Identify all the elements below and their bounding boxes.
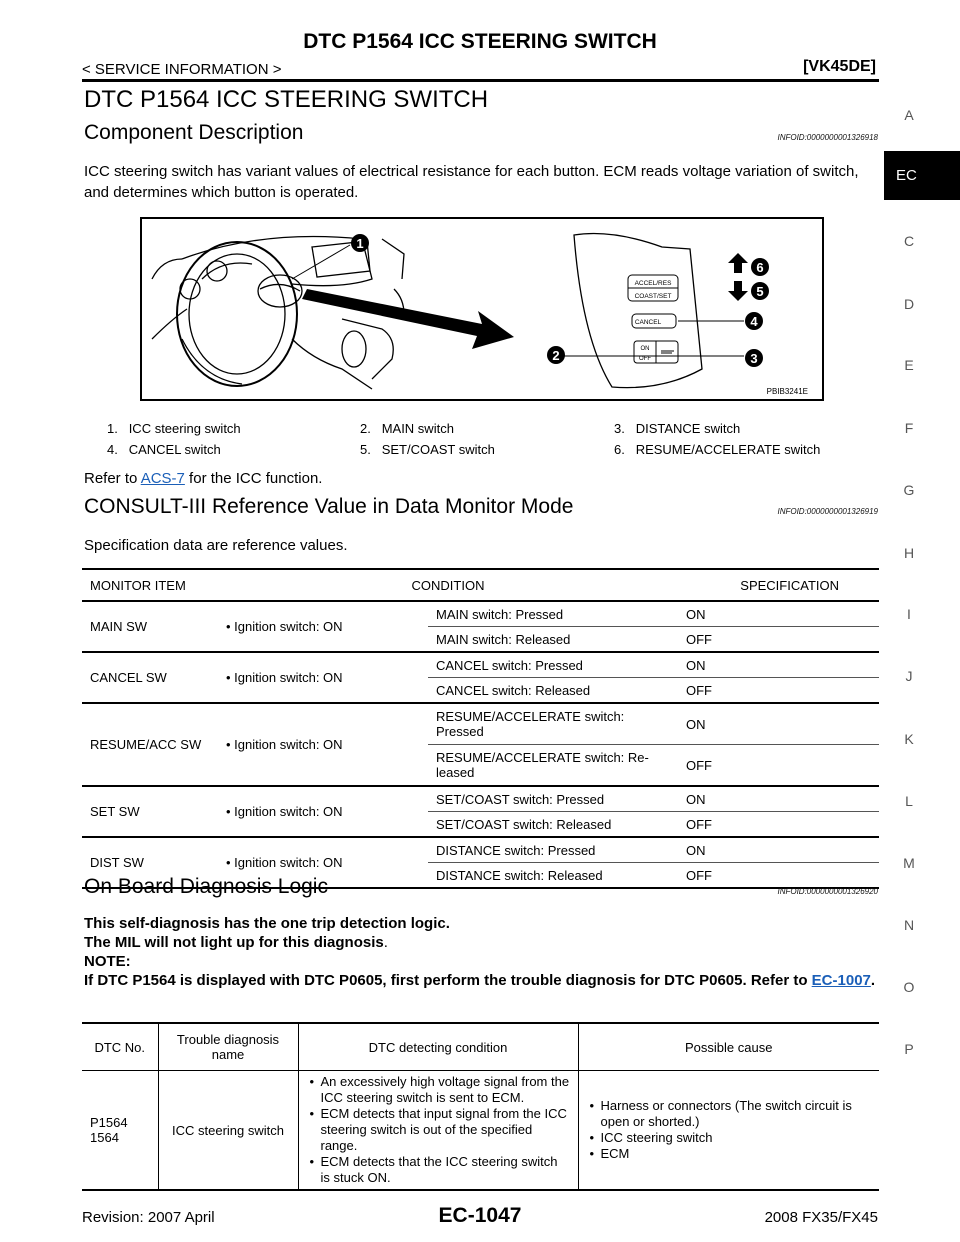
obd-note-label: NOTE: <box>84 953 131 970</box>
figure-code: PBIB3241E <box>766 387 808 396</box>
steering-switch-illustration <box>142 219 822 399</box>
consult-table <box>82 568 879 889</box>
legend-item-6: 6. RESUME/ACCELERATE switch <box>614 442 821 457</box>
consult-heading: CONSULT-III Reference Value in Data Monitor Mode <box>84 495 574 518</box>
legend-item-4: 4. CANCEL switch <box>107 442 221 457</box>
callout-6: 6 <box>756 260 764 275</box>
callout-5: 5 <box>756 284 764 299</box>
side-index-h[interactable]: H <box>903 545 915 561</box>
col-monitor-item: MONITOR ITEM <box>82 569 218 601</box>
side-index-o[interactable]: O <box>903 979 915 995</box>
header-engine: [VK45DE] <box>803 58 876 75</box>
callout-2: 2 <box>552 348 560 363</box>
legend-item-5: 5. SET/COAST switch <box>360 442 495 457</box>
table-row: SET SW • Ignition switch: ON SET/COAST switch: Pressed ON <box>82 786 879 812</box>
obd-infoid: INFOID:0000000001326920 <box>777 887 878 896</box>
callout-3: 3 <box>750 351 758 366</box>
table-row <box>82 1071 879 1191</box>
component-description-text: ICC steering switch has variant values of electrical resistance for each button. ECM reads voltage variation of switch, and determines which button is operated. <box>84 163 859 201</box>
callout-1: 1 <box>356 236 364 251</box>
coast-set-label: COAST/SET <box>634 293 672 300</box>
side-index-c[interactable]: C <box>903 233 915 249</box>
side-index-d[interactable]: D <box>903 296 915 312</box>
refer-line: Refer to ACS-7 for the ICC function. <box>84 470 323 487</box>
dtc-name: ICC steering switch <box>158 1071 298 1191</box>
table-row: MAIN switch: Released OFF <box>82 627 879 653</box>
accel-res-label: ACCEL/RES <box>634 280 672 287</box>
table-row: CANCEL SW • Ignition switch: ON CANCEL switch: Pressed ON <box>82 652 879 678</box>
cause-item: • ECM <box>601 1146 872 1162</box>
condition-item: • ECM detects that input signal from the ICC steering switch is out of the specified range. <box>321 1106 570 1154</box>
col-specification: SPECIFICATION <box>678 569 879 601</box>
table-row: RESUME/ACC SW • Ignition switch: ON RESUME/ACCELERATE switch: Pressed ON <box>82 703 879 745</box>
table-row: CANCEL switch: Released OFF <box>82 678 879 704</box>
header-rule <box>82 79 879 82</box>
condition-item: • ECM detects that the ICC steering switch is stuck ON. <box>321 1154 570 1186</box>
obd-line-2: The MIL will not light up for this diagnosis. <box>84 934 388 951</box>
side-index-i[interactable]: I <box>907 606 911 622</box>
col-possible-cause: Possible cause <box>578 1023 879 1071</box>
obd-note-text: If DTC P1564 is displayed with DTC P0605, first perform the trouble diagnosis for DTC P0605. Refer to EC-1007. <box>84 972 876 989</box>
table-row: DIST SW • Ignition switch: ON DISTANCE switch: Pressed ON <box>82 837 879 863</box>
legend-item-2: 2. MAIN switch <box>360 421 454 436</box>
dtc-table-header <box>82 1023 879 1071</box>
table-row: SET/COAST switch: Released OFF <box>82 812 879 838</box>
table-row: MAIN SW • Ignition switch: ON MAIN switch: Pressed ON <box>82 601 879 627</box>
component-description-heading: Component Description <box>84 121 304 144</box>
side-index-f[interactable]: F <box>904 420 914 436</box>
side-index-n[interactable]: N <box>903 917 915 933</box>
footer-model: 2008 FX35/FX45 <box>764 1209 878 1226</box>
obd-text-block <box>84 914 884 990</box>
callout-4: 4 <box>750 314 758 329</box>
footer-revision: Revision: 2007 April <box>82 1209 215 1226</box>
side-index-a[interactable]: A <box>904 107 914 123</box>
col-dtc-no: DTC No. <box>82 1023 158 1071</box>
dtc-conditions <box>298 1071 578 1191</box>
obd-heading: On Board Diagnosis Logic <box>84 875 328 898</box>
obd-line-1: This self-diagnosis has the one trip detection logic. <box>84 915 450 932</box>
side-index-l[interactable]: L <box>905 793 913 809</box>
consult-infoid: INFOID:0000000001326919 <box>777 507 878 516</box>
page-title: DTC P1564 ICC STEERING SWITCH <box>84 86 489 113</box>
steering-switch-figure <box>140 217 824 401</box>
header-section: < SERVICE INFORMATION > <box>82 61 282 78</box>
consult-note: Specification data are reference values. <box>84 537 348 554</box>
col-trouble-name: Trouble diagnosis name <box>158 1023 298 1071</box>
consult-table-header <box>82 569 879 601</box>
side-index-p[interactable]: P <box>904 1041 914 1057</box>
dtc-causes <box>578 1071 879 1191</box>
header-title: DTC P1564 ICC STEERING SWITCH <box>303 30 657 53</box>
side-index-j[interactable]: J <box>905 668 913 684</box>
legend-item-1: 1. ICC steering switch <box>107 421 241 436</box>
acs-7-link[interactable]: ACS-7 <box>140 470 185 487</box>
cause-item: • ICC steering switch <box>601 1130 872 1146</box>
on-label: ON <box>640 346 650 352</box>
side-index-m[interactable]: M <box>903 855 915 871</box>
component-description-infoid: INFOID:0000000001326918 <box>777 133 878 142</box>
col-condition: CONDITION <box>218 569 678 601</box>
condition-item: • An excessively high voltage signal from the ICC steering switch is sent to ECM. <box>321 1074 570 1106</box>
side-index-ec[interactable]: EC <box>884 151 960 200</box>
footer-page-number: EC-1047 <box>438 1204 522 1227</box>
table-row: RESUME/ACCELERATE switch: Re- leased OFF <box>82 745 879 787</box>
side-index-g[interactable]: G <box>903 482 915 498</box>
cause-item: • Harness or connectors (The switch circuit is open or shorted.) <box>601 1098 872 1130</box>
cancel-label: CANCEL <box>634 319 662 326</box>
dtc-table <box>82 1022 879 1191</box>
legend-item-3: 3. DISTANCE switch <box>614 421 741 436</box>
side-index-e[interactable]: E <box>904 357 914 373</box>
col-detecting-condition: DTC detecting condition <box>298 1023 578 1071</box>
ec-1007-link[interactable]: EC-1007 <box>811 972 871 989</box>
off-label: OFF <box>639 356 651 362</box>
table-row: DISTANCE switch: Released OFF <box>82 863 879 889</box>
side-index-k[interactable]: K <box>904 731 914 747</box>
dtc-number: P1564 1564 <box>82 1071 158 1191</box>
